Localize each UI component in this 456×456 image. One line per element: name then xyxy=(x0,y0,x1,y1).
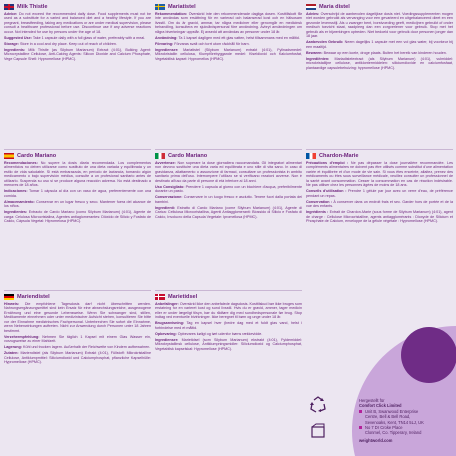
paragraph-text: Do not exceed the recommended daily dose. Food supplements must not be used as a substitute for a varied and balanced diet and a healthy lifestyle. If you are pregnant, breastfeeding, taking any medications or are under medical supervision, please consult a healthcare professional before use. Discontinue use if any adverse reactions occur. Not intended for use by persons under the age of 18. xyxy=(4,12,151,34)
paragraph-label: Verzehrempfehlung: xyxy=(4,334,40,339)
paragraph-text: Conservar en un lugar fresco y seco. Mantener fuera del alcance de los niños. xyxy=(4,199,151,209)
section-body xyxy=(306,12,453,70)
section-paragraph xyxy=(155,36,302,40)
section-title: Milk Thistle xyxy=(17,3,48,10)
section-paragraph xyxy=(306,57,453,70)
recycle-icon xyxy=(306,393,330,417)
paragraph-label: Rekommendation: xyxy=(155,12,188,16)
section-paragraph xyxy=(155,42,302,46)
section-paragraph xyxy=(306,40,453,49)
section-paragraph xyxy=(4,161,151,188)
paragraph-text: Overschrijd de aanbevolen dagelijkse dosis niet. Voedingssupplementen mogen niet worden gebruikt als vervanging voor een gevarieerd en uitgebalanceerd dieet en een gezonde levensstijl. Als u zwanger bent, borstvoeding geeft, medicijnen gebruikt of onder medisch toezicht staat, raadpleeg dan een zorgverlener voor gebruik. Stop met het gebruik als er bijwerkingen optreden. Niet bedoeld voor gebruik door personen jonger dan 18 jaar. xyxy=(306,12,453,39)
paragraph-text: Neem dagelijks 1 capsule met een vol glas water, bij voorkeur bij een maaltijd. xyxy=(306,40,453,49)
section-header xyxy=(4,291,151,302)
section-paragraph xyxy=(4,302,151,333)
france-flag-icon xyxy=(306,153,316,159)
paragraph-label: Ingredientes: xyxy=(4,210,28,215)
section-paragraph xyxy=(4,335,151,344)
section-paragraph xyxy=(306,200,453,209)
paragraph-text: Nehmen Sie täglich 1 Kapsel mit einem Glas Wasser ein, vorzugsweise zu einer Mahlzeit. xyxy=(4,334,151,344)
spain-flag-icon xyxy=(4,153,14,159)
section-it xyxy=(155,150,302,221)
paragraph-label: Bewaren: xyxy=(306,50,323,55)
section-fr xyxy=(306,150,453,225)
paragraph-text: Tag en kapsel hver (bedre dag med et fuldt glas vand, helst i forbindelse med et måltid. xyxy=(155,321,302,330)
manufacturer-block xyxy=(359,398,455,443)
paragraph-text: Prendre 1 gélule par jour avec un verre d'eau, de préférence pendant un repas. xyxy=(306,189,453,198)
paragraph-text: Marietidsel (som Silybum Marianum) ekstrakt (4:01), Fyldemiddel: Mikrokrystallinsk cellulose, Antiklumpningsmidler: Siliciumdioxid og Calciumphosphat, Vegetabilsk kapselskal: Hypromellose (HPMC). xyxy=(155,337,302,351)
paragraph-text: Kühl und trocken lagern. Außerhalb der Reichweite von Kindern aufbewahren. xyxy=(22,345,151,350)
section-body xyxy=(306,161,453,224)
paragraph-text: Prendere 1 capsula al giorno con un bicchiere d'acqua, preferibilmente durante un pasto. xyxy=(155,184,302,194)
paragraph-text: Non superare la dose giornaliera raccomandata. Gli integratori alimentari non devono sostituire una dieta varia ed equilibrata e uno stile di vita sano. In caso di gravidanza, allattamento o assunzione di farmaci, consultare un professionista in ambito sanitario prima dell'uso. Interrompere l'utilizzo se si verificano reazioni avverse. Non è destinato all'uso da parte di persone di età inferiore ai 18 anni. xyxy=(155,161,302,183)
section-paragraph xyxy=(155,161,302,183)
paragraph-label: Storage: xyxy=(4,41,19,46)
paragraph-label: Conservazione: xyxy=(155,195,183,200)
bullet-square-icon xyxy=(359,410,362,413)
germany-flag-icon xyxy=(4,294,14,300)
section-nl xyxy=(306,1,453,72)
section-body xyxy=(4,161,151,224)
paragraph-label: Advice: xyxy=(4,12,18,16)
section-paragraph xyxy=(306,161,453,188)
paragraph-text: Mariatistel (Silybum Marianum) extrakt (4:01), Fyllnadsmedel: Mikrokristallin cellulosa, Klumpförebyggande medel: Kiseldioxid och Kalciumfosfat, Vegetabilisk kapsel: Hypromellos (HPMC). xyxy=(155,47,302,61)
section-de xyxy=(4,291,151,366)
section-title: Marietidsel xyxy=(168,293,198,300)
section-paragraph xyxy=(155,302,302,320)
paragraph-text: Förvaras svalt och torrt utom räckhåll för barn. xyxy=(173,41,250,46)
section-paragraph xyxy=(155,195,302,204)
paragraph-text: Take 1 capsule daily with a full glass of water, preferably with a meal. xyxy=(31,35,146,40)
paragraph-label: Anbefalinger: xyxy=(155,302,179,306)
section-paragraph xyxy=(4,42,151,46)
section-paragraph xyxy=(306,210,453,223)
paragraph-label: Opbevaring: xyxy=(155,331,177,336)
paragraph-text: Store in a cool and dry place. Keep out of reach of children. xyxy=(18,41,117,46)
paragraph-text: Extracto de Cardo Mariano (como Silybum Marianum) (4:01), Agente de carga: Celulosa Microcristalina, Agentes antiaglomerantes: Dióxido de Silicio y Fosfato de Calcio, Cápsula Vegetal: Hipromelosa (HPMC). xyxy=(4,210,151,224)
section-header xyxy=(155,291,302,302)
section-paragraph xyxy=(4,48,151,61)
paragraph-text: Die empfohlene Tagesdosis darf nicht überschritten werden. Nahrungsergänzungsmittel sind kein Ersatz für eine abwechslungsreiche, ausgewogene Ernährung und eine gesunde Lebensweise. Wenn Sie schwanger sind, stillen, Medikamente einnehmen oder unter medizinischer Aufsicht stehen, konsultieren Sie bitte vor der Einnahme medizinisches Fachpersonal. Unterbrechen Sie sofort die Einnahme, wenn Nebenwirkungen auftreten. Nicht zur Anwendung durch Personen unter 18 Jahren bestimmt. xyxy=(4,302,151,333)
denmark-flag-icon xyxy=(155,294,165,300)
paragraph-label: Avvertenze: xyxy=(155,161,176,165)
section-body xyxy=(155,161,302,219)
paragraph-text: Opbevares køligt og tørt udenfor børns rækkevidde. xyxy=(176,331,263,336)
section-body xyxy=(155,302,302,351)
paragraph-label: Ingredienser: xyxy=(155,337,179,342)
section-da xyxy=(155,291,302,353)
paragraph-label: Ingrédients : xyxy=(306,210,329,215)
paragraph-label: Hinweis: xyxy=(4,302,20,306)
section-paragraph xyxy=(4,200,151,209)
netherlands-flag-icon xyxy=(306,4,316,10)
section-paragraph xyxy=(155,206,302,219)
paragraph-label: Zutaten: xyxy=(4,351,19,356)
section-title: Mariatistel xyxy=(168,3,196,10)
address-line: No 7 Dr Croke Place xyxy=(359,425,455,430)
paragraph-text: Estratto di Cardo Mariano (come Silybum Marianum) (4:01), Agente di Carica: Cellulosa Microcristallina, Agenti Antiagglomeranti: Biossido di Silicio e Fosfato di Calcio, Involucro della Capsula Vegetale: Ipromellosa (HPMC). xyxy=(155,205,302,219)
sweden-flag-icon xyxy=(155,4,165,10)
section-paragraph xyxy=(4,36,151,40)
section-paragraph xyxy=(155,48,302,61)
section-paragraph xyxy=(155,321,302,330)
section-paragraph xyxy=(4,351,151,364)
section-paragraph xyxy=(155,185,302,194)
paragraph-text: Bewaar op een koele, droge plaats. Buiten het bereik van kinderen houden. xyxy=(322,50,447,55)
section-paragraph xyxy=(4,189,151,198)
section-header xyxy=(4,150,151,161)
section-header xyxy=(4,1,151,12)
section-title: Cardo Mariano xyxy=(17,152,57,159)
section-paragraph xyxy=(306,51,453,55)
section-paragraph xyxy=(155,338,302,351)
paragraph-label: Conseils d'utilisation : xyxy=(306,189,347,194)
section-body xyxy=(4,302,151,365)
paragraph-label: Uso Consigliato: xyxy=(155,184,185,189)
column-1 xyxy=(4,0,151,456)
paragraph-text: Milk Thistle (as Silybum Marianum) Extract (4:01), Bulking Agent: Microcrystalline Cellulose, Anti-Caking Agents: Silicon Dioxide and Calcium Phosphate, Vege Capsule Shell: Hypromellose (HPMC). xyxy=(4,47,151,61)
section-header xyxy=(306,150,453,161)
paragraph-label: Ingredienser: xyxy=(155,47,179,52)
section-paragraph xyxy=(306,12,453,39)
pp-box-icon xyxy=(306,420,330,444)
paragraph-label: Aanbevolen Gebruik: xyxy=(306,40,344,45)
paragraph-label: Conservation : xyxy=(306,199,333,204)
paragraph-label: Advies: xyxy=(306,12,320,16)
paragraph-label: Almacenamiento: xyxy=(4,199,35,204)
section-paragraph xyxy=(306,189,453,198)
section-body xyxy=(4,12,151,61)
paragraph-text: Mariadistelextract (als Silybum Marianum) (4:01), vulmiddel: microkristallijne cellulose, antiklontermiddelen: siliciumdioxide en calciumfosfaat, plantaardige capsulebehuizing: hypromellose (HPMC). xyxy=(306,56,453,70)
section-paragraph xyxy=(4,12,151,34)
paragraph-label: Ingrediënten: xyxy=(306,56,330,61)
uk-flag-icon xyxy=(4,4,14,10)
section-en xyxy=(4,1,151,63)
paragraph-text: No supere la dosis diaria recomendada. Los complementos alimenticios no deben utilizarse como sustituto de una dieta variada y equilibrada y un estilo de vida saludable. Si está embarazada, en período de lactancia, tomando algún medicamento o bajo supervisión médica, consulte a un profesional sanitario antes de utilizarlo. Suspenda su uso si se produce alguna reacción adversa. No está destinado a menores de 18 años. xyxy=(4,161,151,188)
paragraph-label: Recomendaciones: xyxy=(4,161,38,165)
address-line: Unit B, Swanwood Enterprise xyxy=(359,409,455,414)
section-paragraph xyxy=(155,12,302,34)
paragraph-label: Lagerung: xyxy=(4,345,23,350)
address-line: Sevenoaks, Kent, TN14 5LJ, UK xyxy=(365,419,424,425)
section-es xyxy=(4,150,151,225)
italy-flag-icon xyxy=(155,153,165,159)
section-title: Chardon-Marie xyxy=(319,152,359,159)
address-line: Centre, Bell & Bell Road, xyxy=(365,414,411,420)
section-paragraph xyxy=(4,345,151,349)
website-link[interactable]: weightworld.com xyxy=(359,437,393,443)
paragraph-text: Ne pas dépasser la dose journalière recommandée. Les compléments alimentaires ne doivent pas être utilisés comme substitut d'une alimentation variée et équilibrée et d'un mode de vie sain. Si vous êtes enceinte, allaitez, prenez des médicaments ou êtes sous surveillance médicale, veuillez consulter un professionnel de la santé avant consommation. Cesser la consommation en cas de réaction indésirable. Ne pas utiliser chez les personnes âgées de moins de 18 ans. xyxy=(306,161,453,188)
section-header xyxy=(306,1,453,12)
address-line: Clonmel, Co. Tipperary, Ireland xyxy=(365,430,422,436)
section-title: Cardo Mariano xyxy=(168,152,208,159)
paragraph-text: Tomar 1 cápsula al día con un vaso de agua, preferentemente con una comida. xyxy=(4,189,151,198)
paragraph-label: Précautions d'emploi : xyxy=(306,161,349,165)
paragraph-label: Användning: xyxy=(155,35,178,40)
column-3 xyxy=(306,0,453,456)
bullet-square-icon xyxy=(359,426,362,429)
paragraph-label: Brugsanvisning: xyxy=(155,321,185,326)
paragraph-text: Overskrid ikke den anbefalede dagsdosis. Kosttilskud bør ikke bruges som erstatning for en varieret kost og sund livsstil. Hvis du er gravid, ammer, tager medicin eller er under lægeligt tilsyn, bør du rådføre dig med sundhedspersonale før brug. Stop indtag ved eventuelle bivirkninger. Ikke beregnet til børn og unge under 18 år. xyxy=(155,302,302,320)
paragraph-label: Ingredients: xyxy=(4,47,26,52)
paragraph-text: Conservare in un luogo fresco e asciutto. Tenere fuori dalla portata dei bambini. xyxy=(155,195,302,204)
company-name: Comfort Click Limited xyxy=(359,403,402,409)
paragraph-text: Överskrid inte den rekommenderade dagliga dosen. Kosttillskott får inte användas som ersättning för en varierad och balanserad kost och en hälsosam livsstil. Om du är gravid, ammar, tar några mediciner eller genomgår en medicinsk behandling, konsultera en sjukvårdspersonal före användning. Avbryt användningen om några biverkningar uppstår. Ej avsedd att användas av personer under 18 år. xyxy=(155,12,302,34)
paragraph-label: Förvaring: xyxy=(155,41,174,46)
paragraph-text: Ta 1 kapsel dagligen med ett glas vatten, helst tillsammans med en måltid. xyxy=(177,35,300,40)
paragraph-text: À conserver dans un endroit frais et sec. Garder hors de portée et de la vue des enfants. xyxy=(306,199,453,209)
section-paragraph xyxy=(4,210,151,223)
section-title: Maria distel xyxy=(319,3,350,10)
section-sv xyxy=(155,1,302,63)
section-title: Mariendistel xyxy=(17,293,50,300)
column-2 xyxy=(155,0,302,456)
made-for-label: Hergestellt für xyxy=(359,398,385,403)
paragraph-label: Suggested Use: xyxy=(4,35,32,40)
section-header xyxy=(155,150,302,161)
paragraph-label: Indicaciones: xyxy=(4,189,28,194)
paragraph-label: Ingredienti: xyxy=(155,205,176,210)
section-body xyxy=(155,12,302,61)
paragraph-text: Mariendistel (als Silybum Marianum) Extrakt (4:01), Füllstoff: Mikrokristalline Cellulose, Antiklumpmittel: Siliciumdioxid und Calciumphosphat, pflanzliche Kapselhülle: Hypromellose (HPMC). xyxy=(4,351,151,365)
paragraph-text: Extrait de Chardon-Marie (sous forme de Silybum Marianum) (4:01), agent de charge : Cellulose Microcristalline, agents antiagglomérants : Dioxyde de Silicium et Phosphate de Calcium, enveloppe de la gélule végétale : Hypromellose (HPMC). xyxy=(306,210,453,224)
section-header xyxy=(155,1,302,12)
section-paragraph xyxy=(155,332,302,336)
